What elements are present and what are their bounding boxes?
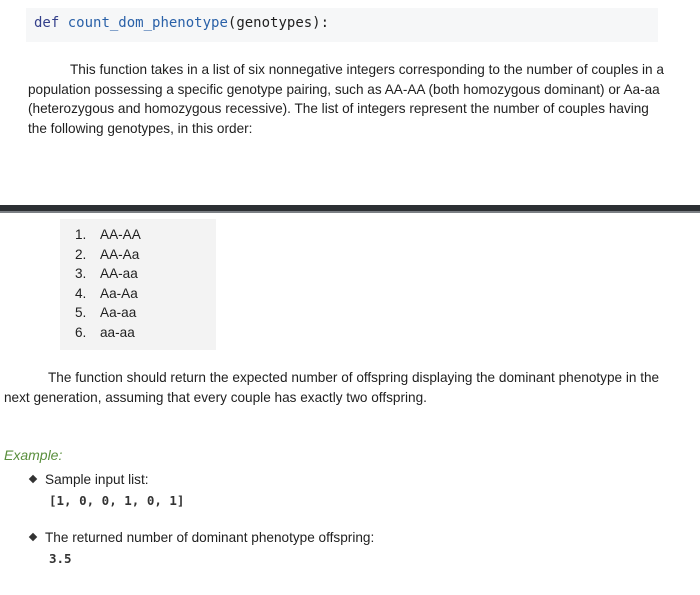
function-params: (genotypes): <box>227 15 330 31</box>
genotype-label: AA-Aa <box>100 246 140 262</box>
list-item <box>75 323 216 343</box>
genotype-list <box>60 219 216 350</box>
input-bullet <box>28 472 149 487</box>
list-number: 2. <box>75 246 87 262</box>
function-name: count_dom_phenotype <box>67 15 228 31</box>
genotype-label: aa-aa <box>100 324 135 340</box>
list-number: 1. <box>75 227 87 242</box>
diamond-bullet-icon <box>29 475 37 483</box>
list-item <box>75 245 216 265</box>
list-item <box>75 303 216 323</box>
example-heading: Example: <box>4 447 63 463</box>
intro-text: This function takes in a list of six nonnegative integers corresponding to the number of couples in a population possessing a specific genotype pairing, such as AA-AA (both homozygous dominant) or Aa-aa (heterozygous and homozygous recessive). The list of integers represent the number of couples having the following genotypes, in this order: <box>28 62 664 136</box>
input-label: Sample input list: <box>45 472 149 487</box>
output-value: 3.5 <box>49 551 72 566</box>
list-number: 6. <box>75 324 87 340</box>
def-keyword: def <box>34 15 60 31</box>
section-divider <box>0 205 700 213</box>
genotype-label: Aa-Aa <box>100 285 138 301</box>
intro-paragraph <box>28 60 668 138</box>
diamond-bullet-icon <box>29 533 37 541</box>
list-number: 4. <box>75 285 87 301</box>
genotype-label: Aa-aa <box>100 305 137 321</box>
output-label: The returned number of dominant phenotype offspring: <box>45 530 375 545</box>
list-item <box>75 264 216 284</box>
list-number: 5. <box>75 305 87 321</box>
list-number: 3. <box>75 266 87 282</box>
output-bullet <box>28 530 374 545</box>
genotype-label: AA-AA <box>100 227 141 242</box>
return-paragraph <box>4 368 664 407</box>
list-item <box>75 225 216 245</box>
input-value: [1, 0, 0, 1, 0, 1] <box>49 493 185 508</box>
list-item <box>75 284 216 304</box>
function-signature <box>26 8 658 42</box>
genotype-label: AA-aa <box>100 266 138 282</box>
return-text: The function should return the expected number of offspring displaying the dominant phenotype in the next generation, assuming that every couple has exactly two offspring. <box>4 370 660 405</box>
